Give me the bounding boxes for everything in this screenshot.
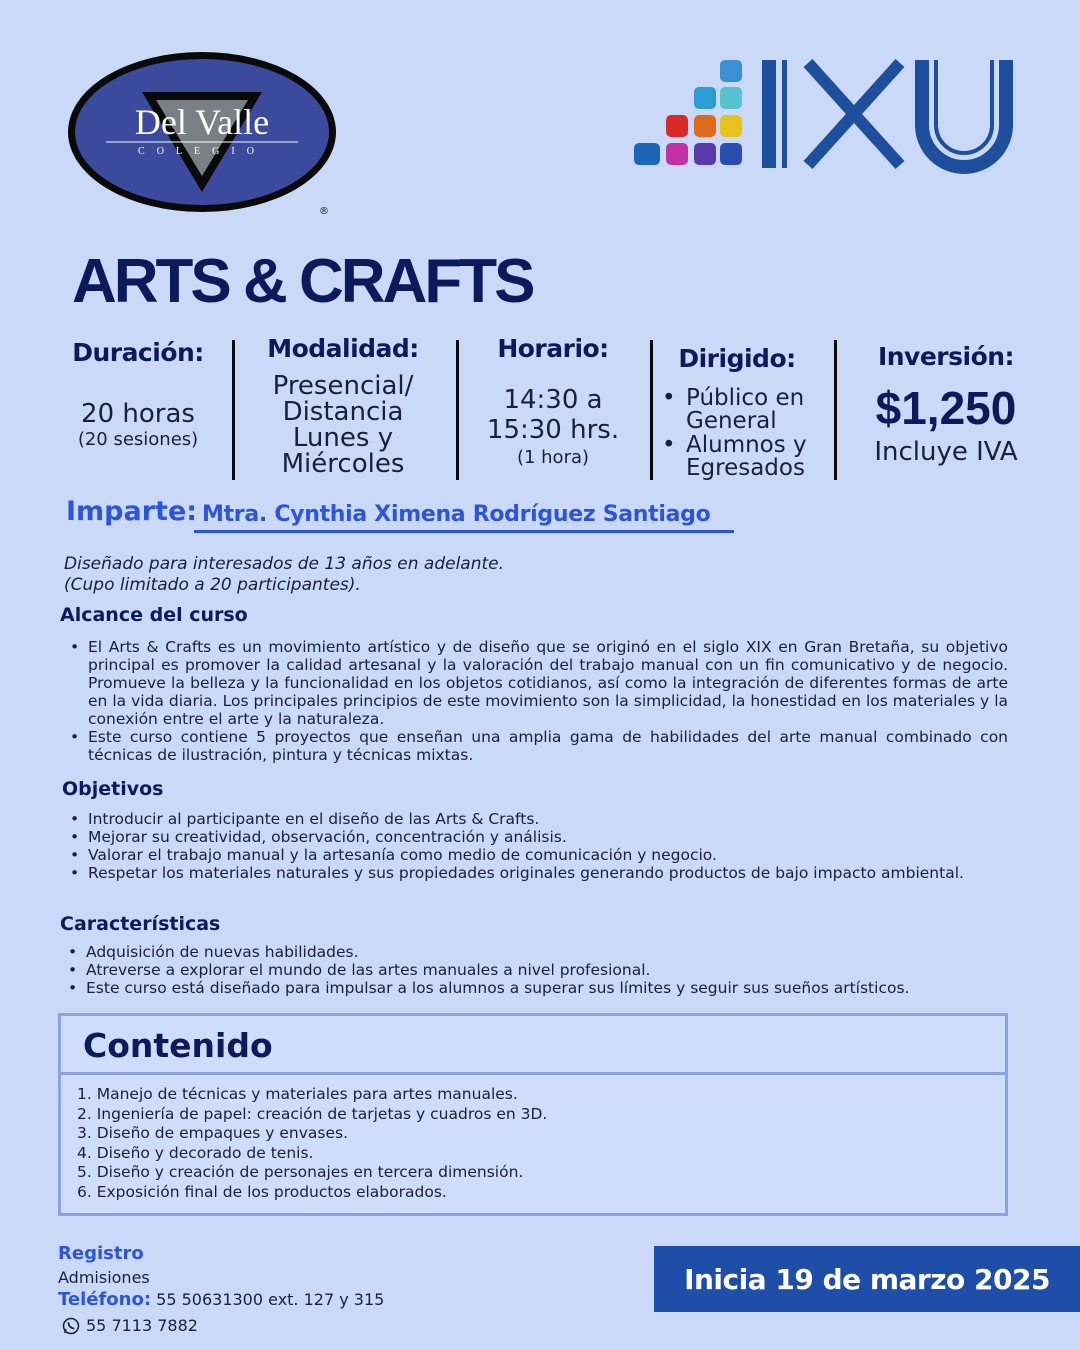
duracion-column (62, 338, 214, 450)
caracteristicas-heading: Características (60, 913, 221, 935)
divider (650, 340, 653, 480)
whatsapp-row (62, 1316, 198, 1335)
telefono-label: Teléfono: (58, 1289, 152, 1310)
modalidad-column (252, 334, 434, 479)
horario-detail: (1 hora) (516, 447, 590, 468)
duracion-value: 20 horas (81, 399, 195, 429)
list-item: • Público en General (656, 387, 818, 433)
intro-line: (Cupo limitado a 20 participantes). (64, 575, 361, 595)
telefono-number[interactable]: 55 50631300 ext. 127 y 315 (156, 1290, 385, 1309)
contenido-body-box (58, 1073, 1008, 1216)
start-date-banner: Inicia 19 de marzo 2025 (654, 1246, 1080, 1312)
registered-mark: ® (319, 206, 329, 217)
registro-label: Registro (58, 1243, 144, 1264)
list-item: 6. Exposición final de los productos elaborados. (77, 1182, 447, 1201)
modalidad-line: Lunes y (292, 423, 394, 453)
horario-column (470, 334, 636, 468)
dirigido-column (656, 338, 818, 481)
modalidad-label: Modalidad: (267, 334, 419, 363)
ixu-logo (630, 55, 1030, 175)
horario-line: 15:30 hrs. (486, 415, 620, 445)
objetivos-list (62, 810, 1008, 882)
list-item: • Respetar los materiales naturales y sus propiedades originales generando productos de bajo impacto ambiental. (62, 864, 1008, 882)
list-item: • Atreverse a explorar el mundo de las artes manuales a nivel profesional. (60, 961, 1020, 979)
price-note: Incluye IVA (874, 437, 1018, 467)
list-item: • Introducir al participante en el diseño de las Arts & Crafts. (62, 810, 1008, 828)
alcance-heading: Alcance del curso (60, 604, 248, 626)
dirigido-list (656, 387, 818, 480)
logo-name-text: Del Valle (134, 102, 270, 142)
modalidad-line: Miércoles (281, 449, 405, 479)
price: $1,250 (875, 382, 1017, 434)
duracion-detail: (20 sesiones) (77, 429, 199, 450)
divider (834, 340, 837, 480)
list-item: • Este curso está diseñado para impulsar a los alumnos a superar sus límites y seguir sus sueños artísticos. (60, 979, 1020, 997)
inversion-column (858, 338, 1034, 465)
list-item: • Mejorar su creatividad, observación, concentración y análisis. (62, 828, 1008, 846)
logo-sub-text: COLEGIO (138, 146, 266, 157)
alcance-list (62, 638, 1008, 764)
list-item: 5. Diseño y creación de personajes en tercera dimensión. (77, 1163, 524, 1181)
divider (232, 340, 235, 480)
horario-label: Horario: (497, 334, 609, 363)
list-item: • Alumnos y Egresados (656, 434, 818, 480)
objetivos-heading: Objetivos (62, 778, 164, 800)
whatsapp-icon (62, 1317, 80, 1335)
intro-line: Diseñado para interesados de 13 años en adelante. (64, 554, 505, 574)
list-item: • El Arts & Crafts es un movimiento artístico y de diseño que se originó en el siglo XIX en Gran Bretaña, su objetivo principal es promover la calidad artesanal y la valoración del trabajo manual con un fin comunicativo y de negocio. Promueve la belleza y la funcionalidad en los objetos cotidianos, así como la integración de diferentes formas de arte en la vida diaria. Los principales principios de este movimiento son la simplicidad, la honestidad en los materiales y la conexión entre el arte y la naturaleza. (62, 638, 1008, 728)
imparte-label: Imparte: (66, 496, 198, 527)
list-item: 3. Diseño de empaques y envases. (77, 1124, 349, 1142)
contenido-title: Contenido (83, 1026, 273, 1065)
list-item: • Este curso contiene 5 proyectos que enseñan una amplia gama de habilidades del arte manual combinado con técnicas de ilustración, pintura y técnicas mixtas. (62, 728, 1008, 764)
inversion-label: Inversión: (877, 342, 1015, 371)
divider (456, 340, 459, 480)
del-valle-logo (64, 50, 342, 220)
modalidad-line: Presencial/ (272, 371, 414, 401)
list-item: 4. Diseño y decorado de tenis. (77, 1143, 314, 1162)
instructor-underline (194, 530, 734, 533)
list-item: • Adquisición de nuevas habilidades. (60, 943, 1020, 961)
list-item: • Valorar el trabajo manual y la artesanía como medio de comunicación y negocio. (62, 846, 1008, 864)
whatsapp-number[interactable]: 55 7113 7882 (86, 1316, 198, 1335)
duracion-label: Duración: (72, 338, 204, 367)
telefono-row (58, 1289, 384, 1310)
contenido-header-box (58, 1013, 1008, 1075)
modalidad-line: Distancia (282, 397, 404, 427)
course-title: ARTS & CRAFTS (72, 247, 533, 316)
dirigido-label: Dirigido: (678, 344, 796, 373)
horario-line: 14:30 a (503, 385, 603, 415)
contenido-list (77, 1085, 547, 1202)
caracteristicas-list (60, 943, 1020, 997)
list-item: 2. Ingeniería de papel: creación de tarjetas y cuadros en 3D. (77, 1104, 548, 1123)
admisiones-text: Admisiones (58, 1268, 150, 1287)
intro-text (64, 554, 504, 596)
instructor-name: Mtra. Cynthia Ximena Rodríguez Santiago (202, 502, 711, 527)
list-item: 1. Manejo de técnicas y materiales para artes manuales. (77, 1085, 518, 1103)
